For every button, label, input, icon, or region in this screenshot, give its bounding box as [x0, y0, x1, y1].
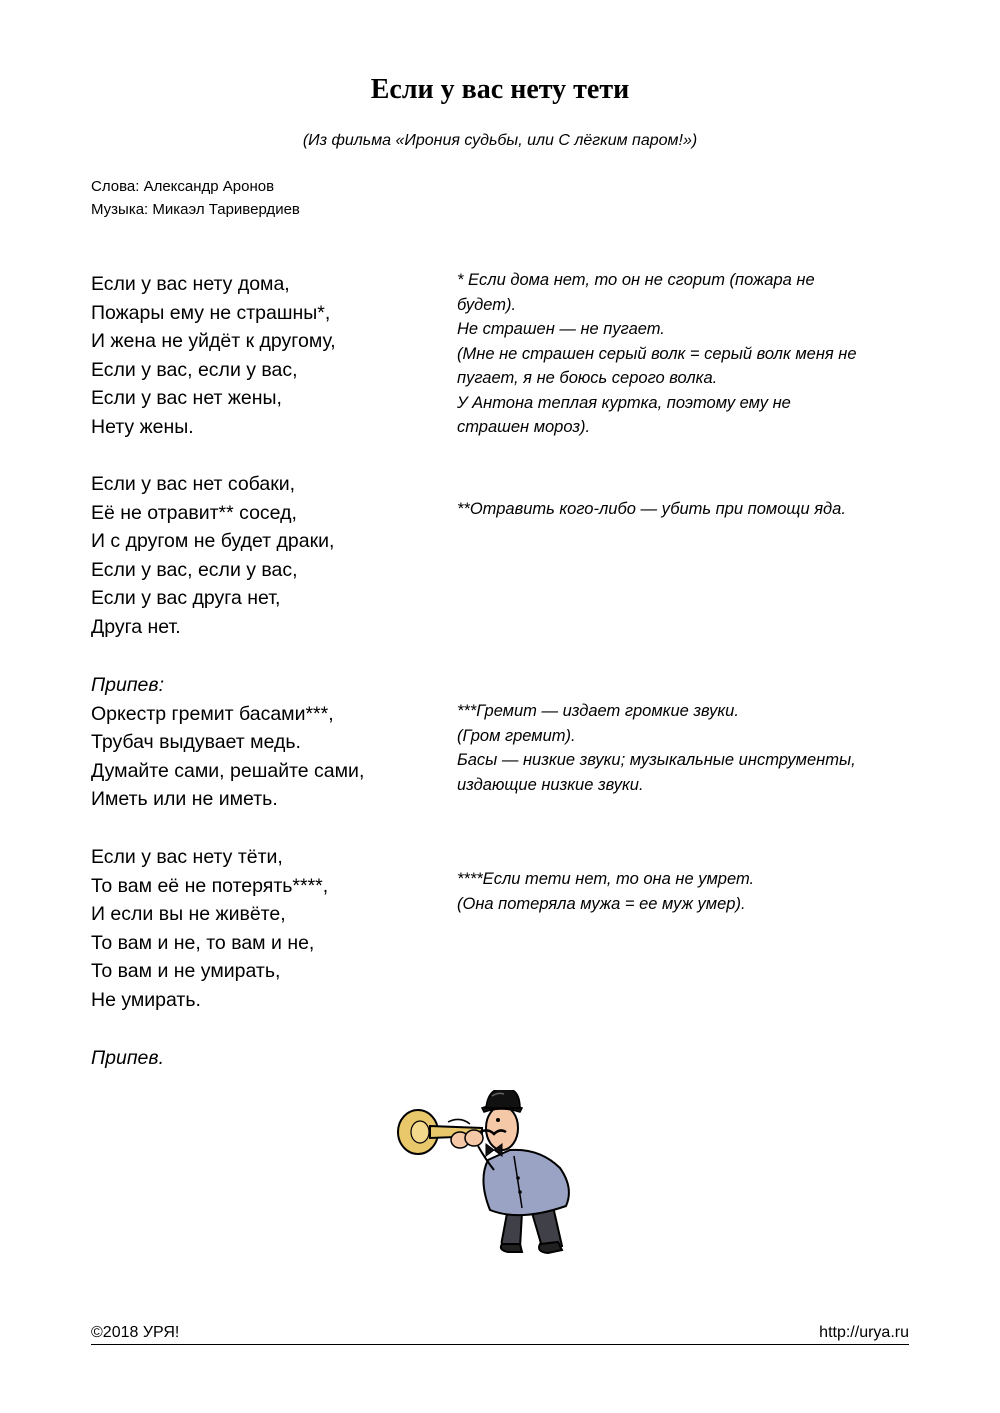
note-line: (Мне не страшен серый волк = серый волк меня не [457, 344, 857, 363]
note-line: ****Если тети нет, то она не умрет. [457, 870, 755, 888]
note-line: будет). [457, 295, 517, 314]
verse-2 [91, 470, 334, 642]
lyric-line: Не умирать. [91, 988, 201, 1011]
note-line: ***Гремит — издает громкие звуки. [457, 702, 739, 720]
page-title: Если у вас нету тети [370, 74, 630, 105]
lyric-line: Если у вас нету тёти, [91, 846, 283, 868]
note-line: (Гром гремит). [457, 726, 576, 745]
lyric-line: Пожары ему не страшны*, [91, 301, 331, 324]
lyric-line: То вам её не потерять****, [91, 874, 329, 897]
lyric-line: Если у вас, если у вас, [91, 358, 298, 381]
lyric-line: Думайте сами, решайте сами, [91, 759, 365, 782]
lyric-line: То вам и не, то вам и не, [91, 931, 315, 954]
chorus [91, 671, 364, 814]
lyric-line: Если у вас нет жены, [91, 387, 282, 410]
note-line: пугает, я не боюсь серого волка. [457, 369, 718, 387]
lyric-line: Её не отравит** сосед, [91, 501, 297, 524]
note-line: * Если дома нет, то он не сгорит (пожара не [457, 271, 815, 289]
footnote-3 [457, 699, 917, 797]
lyric-line: Если у вас друга нет, [91, 587, 281, 610]
lyric-line: Нету жены. [91, 415, 194, 438]
note-line: У Антона теплая куртка, поэтому ему не [457, 393, 791, 412]
lyric-line: Друга нет. [91, 615, 181, 638]
lyric-line: Оркестр гремит басами***, [91, 702, 334, 725]
lyric-line: Если у вас нету дома, [91, 273, 290, 295]
lyric-line: Если у вас, если у вас, [91, 558, 298, 581]
note-line: **Отравить кого-либо — убить при помощи яда. [457, 500, 846, 518]
note-line: издающие низкие звуки. [457, 775, 644, 794]
note-line: Басы — низкие звуки; музыкальные инструменты, [457, 751, 856, 769]
footer-copyright: ©2018 УРЯ! [91, 1324, 180, 1341]
subtitle: (Из фильма «Ирония судьбы, или С лёгким паром!») [302, 132, 698, 149]
footnote-2 [457, 497, 917, 522]
footer-divider [91, 1344, 909, 1345]
lyric-line: И если вы не живёте, [91, 903, 286, 926]
lyric-line: И с другом не будет драки, [91, 530, 335, 553]
note-line: (Она потеряла мужа = ее муж умер). [457, 894, 746, 913]
lyric-line: И жена не уйдёт к другому, [91, 330, 336, 353]
lyric-line: То вам и не умирать, [91, 960, 281, 983]
verse-3 [91, 843, 328, 1015]
footnote-1 [457, 268, 917, 440]
trumpeter-illustration [390, 1090, 590, 1260]
lyric-line: Если у вас нет собаки, [91, 473, 296, 495]
chorus-repeat: Припев. [91, 1047, 164, 1069]
footnote-4 [457, 867, 917, 916]
lyric-line: Иметь или не иметь. [91, 788, 278, 811]
chorus-heading: Припев: [91, 674, 164, 696]
lyric-line: Трубач выдувает медь. [91, 731, 301, 754]
credit-words: Слова: Александр Аронов [91, 178, 275, 195]
footer-url[interactable]: http://urya.ru [819, 1324, 909, 1341]
note-line: Не страшен — не пугает. [457, 320, 665, 338]
credit-music: Музыка: Микаэл Таривердиев [91, 201, 300, 218]
note-line: страшен мороз). [457, 418, 591, 436]
verse-1 [91, 270, 336, 442]
